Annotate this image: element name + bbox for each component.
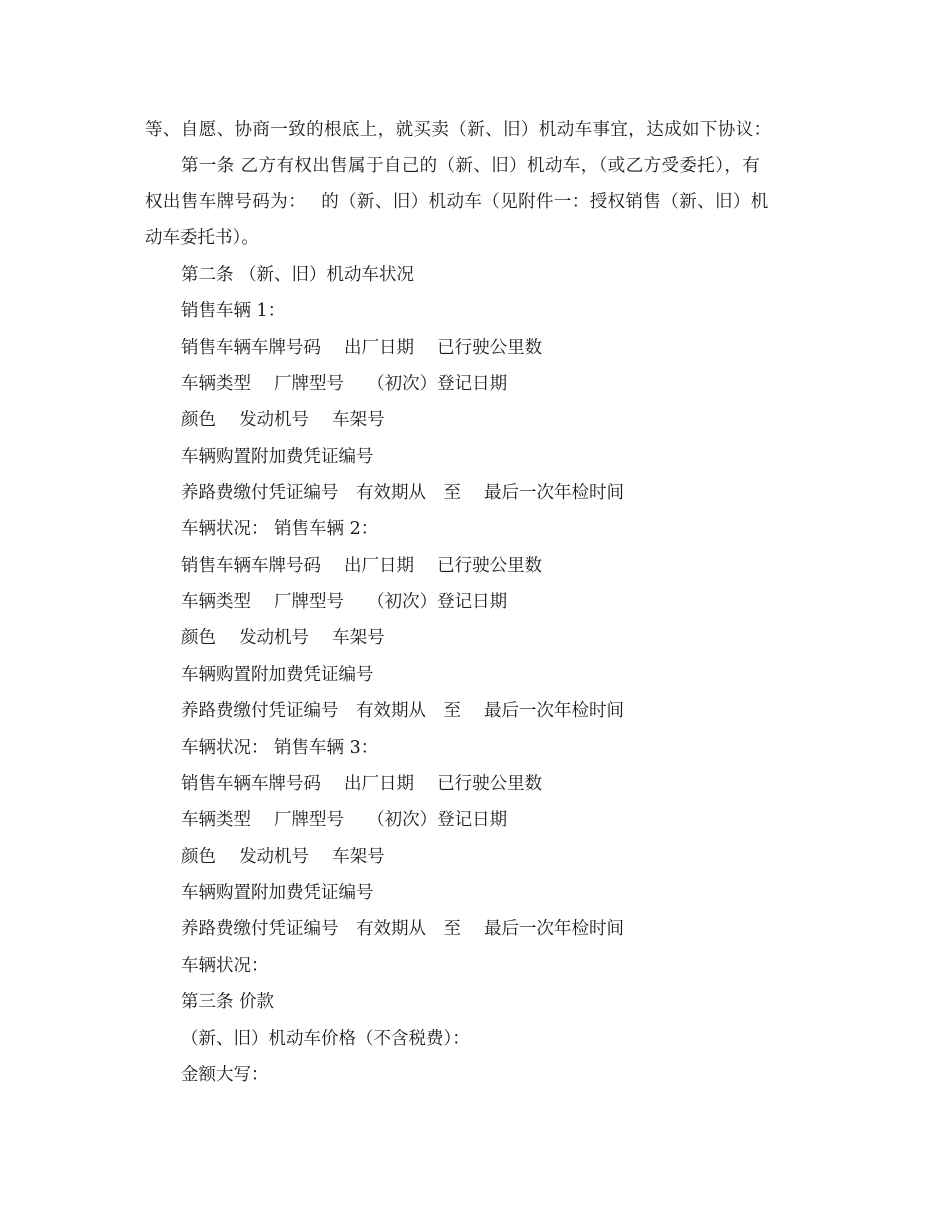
vehicle-field-line: 颜色 发动机号 车架号 (181, 628, 385, 648)
article-1-line: 第一条 乙方有权出售属于自己的（新、旧）机动车，（或乙方受委托），有 (181, 156, 761, 176)
vehicle-2-heading: 车辆状况： 销售车辆 2： (181, 519, 379, 539)
text-line: 动车委托书）。 (145, 228, 259, 248)
vehicle-field-line: 车辆类型 厂牌型号 （初次）登记日期 (181, 374, 508, 394)
vehicle-field-line: 养路费缴付凭证编号 有效期从 至 最后一次年检时间 (181, 919, 625, 939)
vehicle-condition-line: 车辆状况： (181, 956, 269, 976)
vehicle-field-line: 车辆购置附加费凭证编号 (181, 883, 374, 903)
text-line: 等、自愿、协商一致的根底上，就买卖（新、旧）机动车事宜，达成如下协议： (145, 120, 772, 140)
vehicle-field-line: 车辆购置附加费凭证编号 (181, 447, 374, 467)
vehicle-field-line: 车辆购置附加费凭证编号 (181, 665, 374, 685)
vehicle-field-line: 养路费缴付凭证编号 有效期从 至 最后一次年检时间 (181, 483, 625, 503)
vehicle-field-line: 车辆类型 厂牌型号 （初次）登记日期 (181, 592, 508, 612)
vehicle-field-line: 颜色 发动机号 车架号 (181, 410, 385, 430)
price-line: （新、旧）机动车价格（不含税费）： (181, 1029, 470, 1049)
vehicle-field-line: 销售车辆车牌号码 出厂日期 已行驶公里数 (181, 338, 543, 358)
vehicle-field-line: 销售车辆车牌号码 出厂日期 已行驶公里数 (181, 556, 543, 576)
article-2-heading: 第二条 （新、旧）机动车状况 (181, 265, 415, 285)
vehicle-field-line: 车辆类型 厂牌型号 （初次）登记日期 (181, 810, 508, 830)
vehicle-field-line: 养路费缴付凭证编号 有效期从 至 最后一次年检时间 (181, 701, 625, 721)
vehicle-field-line: 颜色 发动机号 车架号 (181, 847, 385, 867)
text-line: 权出售车牌号码为： 的（新、旧）机动车（见附件一：授权销售（新、旧）机 (145, 192, 769, 212)
vehicle-field-line: 销售车辆车牌号码 出厂日期 已行驶公里数 (181, 774, 543, 794)
vehicle-3-heading: 车辆状况： 销售车辆 3： (181, 738, 379, 758)
article-3-heading: 第三条 价款 (181, 992, 275, 1012)
amount-in-words-line: 金额大写： (181, 1065, 269, 1085)
vehicle-1-heading: 销售车辆 1： (181, 301, 286, 321)
